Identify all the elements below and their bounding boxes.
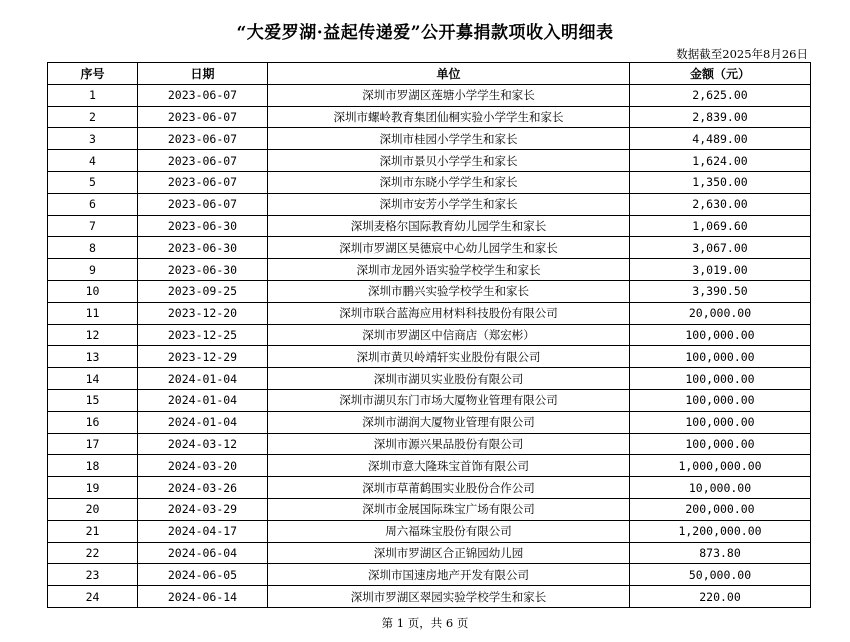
- row-date: 2023-12-25: [138, 324, 268, 346]
- row-unit: 深圳市联合蓝海应用材料科技股份有限公司: [268, 302, 630, 324]
- row-date: 2023-12-29: [138, 346, 268, 368]
- row-index: 3: [48, 128, 138, 150]
- row-unit: 深圳市国速房地产开发有限公司: [268, 564, 630, 586]
- row-unit: 深圳市湖贝东门市场大厦物业管理有限公司: [268, 389, 630, 411]
- row-index: 23: [48, 564, 138, 586]
- table-row: [48, 477, 811, 499]
- row-amount: 100,000.00: [630, 324, 811, 346]
- row-index: 13: [48, 346, 138, 368]
- header-amount: 金额（元）: [630, 63, 811, 85]
- table-row: [48, 84, 811, 106]
- row-amount: 3,067.00: [630, 237, 811, 259]
- table-row: [48, 280, 811, 302]
- row-date: 2023-06-07: [138, 150, 268, 172]
- row-amount: 2,630.00: [630, 193, 811, 215]
- row-unit: 深圳市湖润大厦物业管理有限公司: [268, 411, 630, 433]
- row-date: 2024-01-04: [138, 411, 268, 433]
- row-index: 7: [48, 215, 138, 237]
- row-date: 2023-06-30: [138, 259, 268, 281]
- row-amount: 3,390.50: [630, 280, 811, 302]
- row-index: 8: [48, 237, 138, 259]
- row-unit: 深圳麦格尔国际教育幼儿园学生和家长: [268, 215, 630, 237]
- page-indicator: 第 1 页，共 6 页: [381, 616, 469, 630]
- row-amount: 2,625.00: [630, 84, 811, 106]
- table-header-row: [48, 63, 811, 85]
- table-row: [48, 302, 811, 324]
- table-row: [48, 193, 811, 215]
- row-index: 20: [48, 498, 138, 520]
- table-row: [48, 389, 811, 411]
- row-unit: 深圳市龙园外语实验学校学生和家长: [268, 259, 630, 281]
- table-row: [48, 520, 811, 542]
- row-amount: 200,000.00: [630, 498, 811, 520]
- row-date: 2024-03-20: [138, 455, 268, 477]
- table-row: [48, 368, 811, 390]
- row-amount: 100,000.00: [630, 411, 811, 433]
- header-date: 日期: [138, 63, 268, 85]
- row-index: 17: [48, 433, 138, 455]
- row-unit: 深圳市草莆鹤围实业股份合作公司: [268, 477, 630, 499]
- row-amount: 1,624.00: [630, 150, 811, 172]
- table-row: [48, 215, 811, 237]
- row-date: 2023-06-07: [138, 84, 268, 106]
- document-title: “大爱罗湖·益起传递爱”公开募捐款项收入明细表: [236, 23, 614, 43]
- header-unit: 单位: [268, 63, 630, 85]
- row-index: 4: [48, 150, 138, 172]
- row-date: 2024-03-12: [138, 433, 268, 455]
- row-unit: 深圳市景贝小学学生和家长: [268, 150, 630, 172]
- row-unit: 深圳市罗湖区莲塘小学学生和家长: [268, 84, 630, 106]
- row-amount: 100,000.00: [630, 346, 811, 368]
- row-unit: 深圳市螺岭教育集团仙桐实验小学学生和家长: [268, 106, 630, 128]
- row-index: 15: [48, 389, 138, 411]
- row-date: 2024-04-17: [138, 520, 268, 542]
- table-row: [48, 324, 811, 346]
- row-date: 2024-01-04: [138, 389, 268, 411]
- row-date: 2023-06-07: [138, 106, 268, 128]
- table-row: [48, 411, 811, 433]
- row-date: 2023-06-30: [138, 237, 268, 259]
- row-unit: 周六福珠宝股份有限公司: [268, 520, 630, 542]
- table-row: [48, 455, 811, 477]
- row-index: 9: [48, 259, 138, 281]
- row-amount: 10,000.00: [630, 477, 811, 499]
- row-date: 2023-09-25: [138, 280, 268, 302]
- row-unit: 深圳市鹏兴实验学校学生和家长: [268, 280, 630, 302]
- row-index: 11: [48, 302, 138, 324]
- table-row: [48, 128, 811, 150]
- header-index: 序号: [48, 63, 138, 85]
- row-amount: 100,000.00: [630, 368, 811, 390]
- row-index: 24: [48, 586, 138, 608]
- row-unit: 深圳市意大隆珠宝首饰有限公司: [268, 455, 630, 477]
- row-unit: 深圳市桂园小学学生和家长: [268, 128, 630, 150]
- row-date: 2023-06-07: [138, 128, 268, 150]
- row-amount: 1,350.00: [630, 171, 811, 193]
- row-date: 2023-06-07: [138, 171, 268, 193]
- row-amount: 100,000.00: [630, 433, 811, 455]
- row-unit: 深圳市安芳小学学生和家长: [268, 193, 630, 215]
- row-index: 21: [48, 520, 138, 542]
- table-row: [48, 106, 811, 128]
- row-index: 6: [48, 193, 138, 215]
- row-date: 2024-06-14: [138, 586, 268, 608]
- row-unit: 深圳市金展国际珠宝广场有限公司: [268, 498, 630, 520]
- row-unit: 深圳市黄贝岭靖轩实业股份有限公司: [268, 346, 630, 368]
- table-row: [48, 259, 811, 281]
- table-row: [48, 586, 811, 608]
- table-row: [48, 498, 811, 520]
- row-amount: 20,000.00: [630, 302, 811, 324]
- row-index: 16: [48, 411, 138, 433]
- row-date: 2024-01-04: [138, 368, 268, 390]
- table-row: [48, 346, 811, 368]
- row-date: 2023-06-07: [138, 193, 268, 215]
- row-unit: 深圳市罗湖区合正锦园幼儿园: [268, 542, 630, 564]
- row-index: 19: [48, 477, 138, 499]
- table-row: [48, 542, 811, 564]
- row-date: 2023-06-30: [138, 215, 268, 237]
- row-date: 2024-06-04: [138, 542, 268, 564]
- row-index: 22: [48, 542, 138, 564]
- row-date: 2024-03-29: [138, 498, 268, 520]
- table-row: [48, 433, 811, 455]
- row-unit: 深圳市罗湖区昊德宸中心幼儿园学生和家长: [268, 237, 630, 259]
- row-date: 2024-06-05: [138, 564, 268, 586]
- row-amount: 1,000,000.00: [630, 455, 811, 477]
- row-date: 2024-03-26: [138, 477, 268, 499]
- row-amount: 1,069.60: [630, 215, 811, 237]
- table-row: [48, 237, 811, 259]
- donation-table: [47, 62, 811, 608]
- table-row: [48, 171, 811, 193]
- table-row: [48, 564, 811, 586]
- row-amount: 1,200,000.00: [630, 520, 811, 542]
- row-amount: 220.00: [630, 586, 811, 608]
- row-amount: 4,489.00: [630, 128, 811, 150]
- row-unit: 深圳市罗湖区翠园实验学校学生和家长: [268, 586, 630, 608]
- row-amount: 2,839.00: [630, 106, 811, 128]
- row-amount: 100,000.00: [630, 389, 811, 411]
- row-amount: 3,019.00: [630, 259, 811, 281]
- row-unit: 深圳市源兴果品股份有限公司: [268, 433, 630, 455]
- data-as-of-date: 数据截至2025年8月26日: [676, 47, 808, 61]
- row-unit: 深圳市东晓小学学生和家长: [268, 171, 630, 193]
- row-index: 14: [48, 368, 138, 390]
- row-index: 5: [48, 171, 138, 193]
- row-index: 18: [48, 455, 138, 477]
- row-index: 10: [48, 280, 138, 302]
- table-body: [48, 84, 811, 607]
- row-unit: 深圳市湖贝实业股份有限公司: [268, 368, 630, 390]
- row-amount: 50,000.00: [630, 564, 811, 586]
- row-index: 2: [48, 106, 138, 128]
- table-row: [48, 150, 811, 172]
- row-index: 12: [48, 324, 138, 346]
- row-index: 1: [48, 84, 138, 106]
- row-amount: 873.80: [630, 542, 811, 564]
- row-date: 2023-12-20: [138, 302, 268, 324]
- row-unit: 深圳市罗湖区中信商店（郑宏彬）: [268, 324, 630, 346]
